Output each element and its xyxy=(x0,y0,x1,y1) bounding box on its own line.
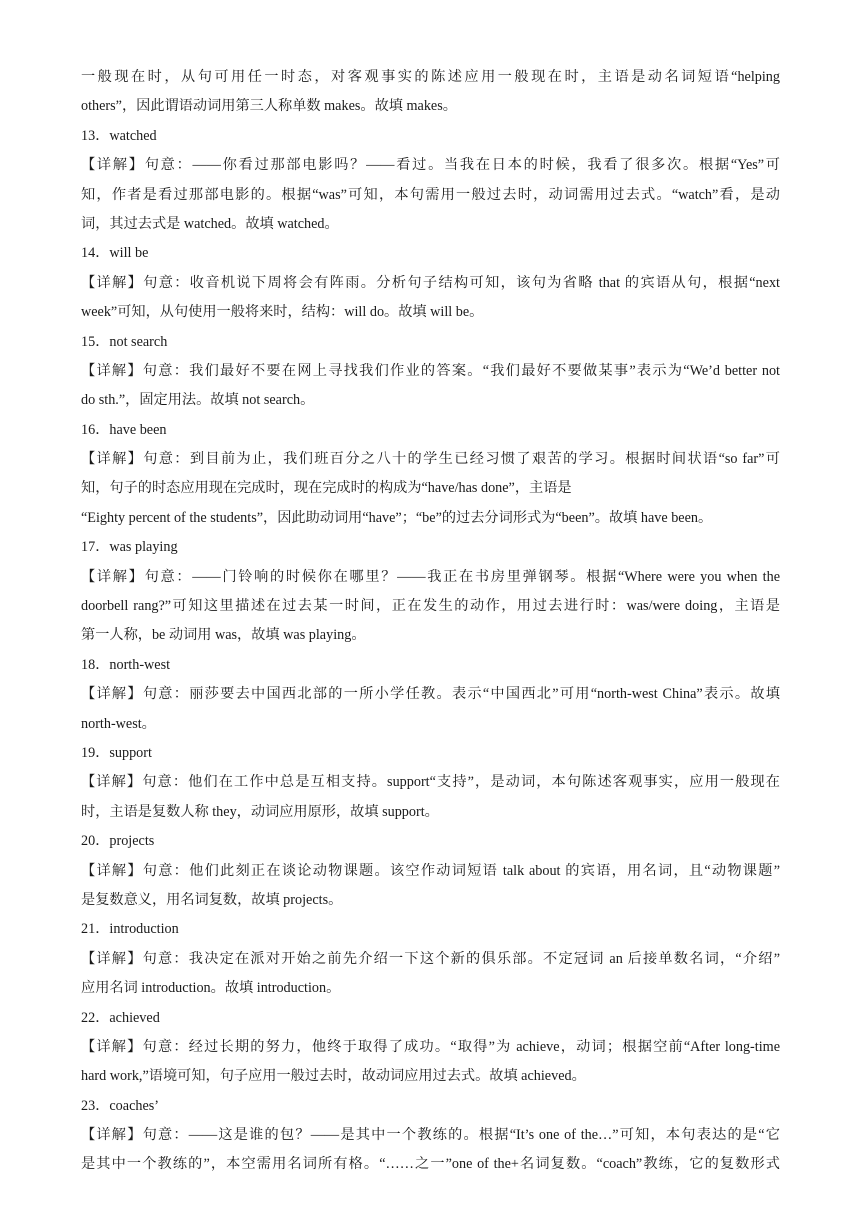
explanation-line: do sth.”，固定用法。故填 not search。 xyxy=(81,392,315,409)
explanation-line: 【详解】句意：收音机说下周将会有阵雨。分析句子结构可知，该句为省略 that 的宾语从句，根据“next xyxy=(81,274,780,291)
answer-line: 20．projects xyxy=(81,833,155,850)
explanation-line: 【详解】句意：——这是谁的包？——是其中一个教练的。根据“It’s one of the…”可知，本句表达的是“它 xyxy=(81,1127,780,1144)
explanation-line: 知，作者是看过那部电影的。根据“was”可知，本句需用一般过去时，动词需用过去式。“watch”看，是动 xyxy=(81,186,780,203)
explanation-line: 【详解】句意：——门铃响的时候你在哪里？——我正在书房里弹钢琴。根据“Where were you when the xyxy=(81,568,780,585)
explanation-line: 【详解】句意：丽莎要去中国西北部的一所小学任教。表示“中国西北”可用“north-west China”表示。故填 xyxy=(81,686,780,703)
explanation-line: 应用名词 introduction。故填 introduction。 xyxy=(81,980,341,997)
explanation-line: 时，主语是复数人称 they，动词应用原形，故填 support。 xyxy=(81,803,439,820)
answer-line: 15．not search xyxy=(81,333,168,350)
answer-line: 16．have been xyxy=(81,421,167,438)
explanation-line: 【详解】句意：经过长期的努力，他终于取得了成功。“取得”为 achieve，动词；根据空前“After long-time xyxy=(81,1038,780,1055)
explanation-line: 【详解】句意：他们在工作中总是互相支持。support“支持”，是动词，本句陈述客观事实，应用一般现在 xyxy=(81,774,780,791)
explanation-line: 知，句子的时态应用现在完成时，现在完成时的构成为“have/has done”，主语是 xyxy=(81,480,572,497)
answer-line: 19．support xyxy=(81,744,152,761)
explanation-line: 【详解】句意：我们最好不要在网上寻找我们作业的答案。“我们最好不要做某事”表示为“We’d better not xyxy=(81,362,780,379)
explanation-line: 【详解】句意：到目前为止，我们班百分之八十的学生已经习惯了艰苦的学习。根据时间状语“so far”可 xyxy=(81,451,780,468)
explanation-line: “Eighty percent of the students”，因此助动词用“have”；“be”的过去分词形式为“been”。故填 have been。 xyxy=(81,509,713,526)
answer-line: 13．watched xyxy=(81,127,157,144)
explanation-line: hard work,”语境可知，句子应用一般过去时，故动词应用过去式。故填 achieved。 xyxy=(81,1068,586,1085)
answer-line: 22．achieved xyxy=(81,1009,160,1026)
explanation-line: north-west。 xyxy=(81,715,156,732)
answer-line: 23．coaches’ xyxy=(81,1097,159,1114)
answer-line: 18．north-west xyxy=(81,656,171,673)
explanation-line: doorbell rang?”可知这里描述在过去某一时间，正在发生的动作，用过去进行时：was/were doing，主语是 xyxy=(81,598,780,615)
explanation-line: 第一人称，be 动词用 was，故填 was playing。 xyxy=(81,627,366,644)
explanation-line: 是复数意义，用名词复数，故填 projects。 xyxy=(81,891,343,908)
explanation-line: 是其中一个教练的”，本空需用名词所有格。“……之一”one of the+名词复数。“coach”教练，它的复数形式 xyxy=(81,1156,780,1173)
explanation-line: week”可知，从句使用一般将来时，结构：will do。故填 will be。 xyxy=(81,304,484,321)
explanation-line: 【详解】句意：——你看过那部电影吗？——看过。当我在日本的时候，我看了很多次。根据“Yes”可 xyxy=(81,157,780,174)
answer-line: 14．will be xyxy=(81,245,149,262)
explanation-line: 一般现在时，从句可用任一时态，对客观事实的陈述应用一般现在时，主语是动名词短语“helping xyxy=(81,69,780,85)
explanation-line: 【详解】句意：他们此刻正在谈论动物课题。该空作动词短语 talk about 的宾语，用名词，且“动物课题” xyxy=(81,862,780,879)
explanation-line: others”，因此谓语动词用第三人称单数 makes。故填 makes。 xyxy=(81,98,457,115)
answer-line: 21．introduction xyxy=(81,921,179,938)
explanation-line: 词，其过去式是 watched。故填 watched。 xyxy=(81,215,339,232)
explanation-line: 【详解】句意：我决定在派对开始之前先介绍一下这个新的俱乐部。不定冠词 an 后接单数名词，“介绍” xyxy=(81,950,780,967)
answer-line: 17．was playing xyxy=(81,539,178,556)
